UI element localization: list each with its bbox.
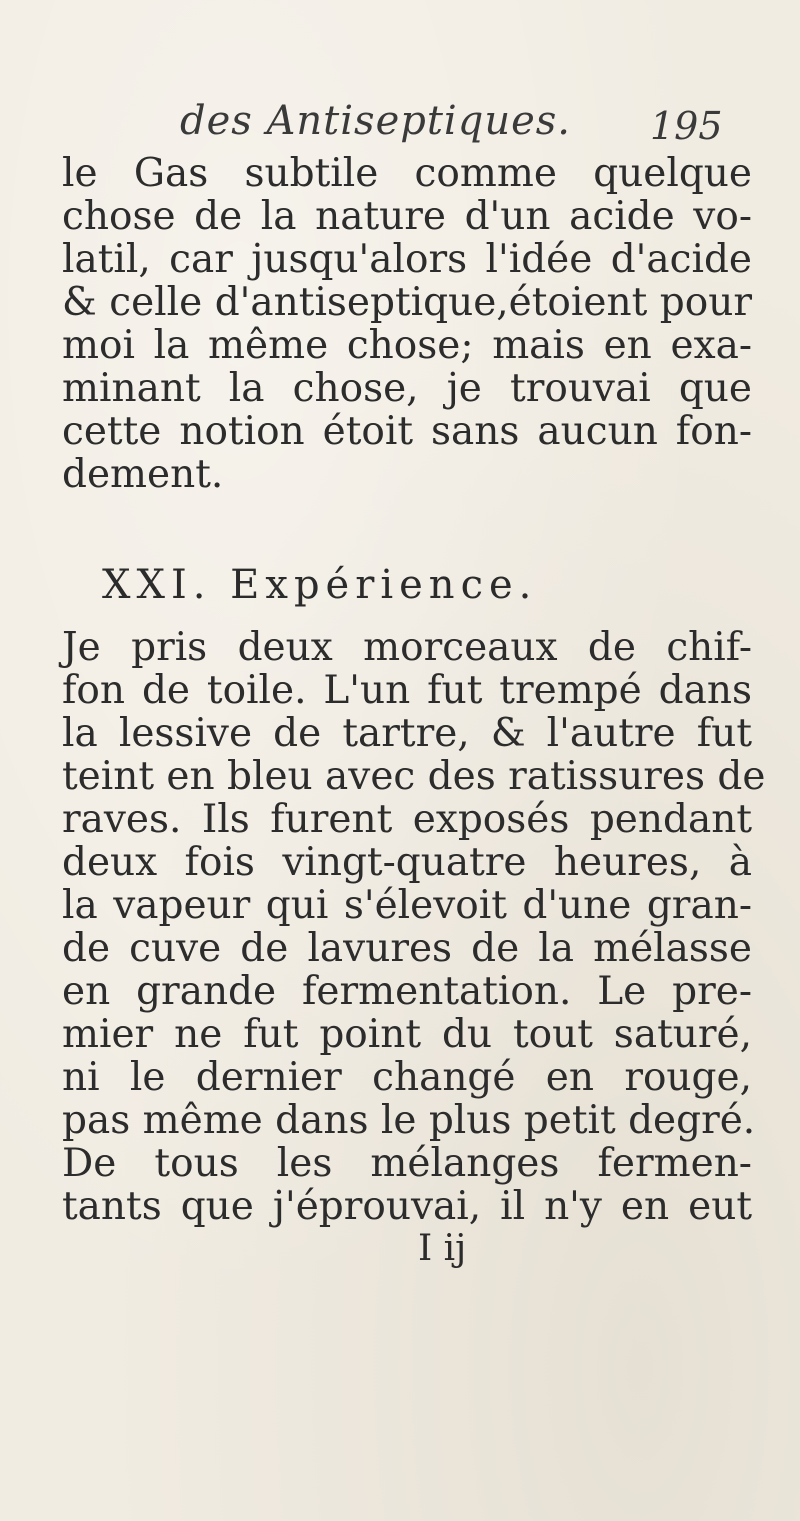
text-line: minant la chose, je trouvai que (62, 366, 752, 411)
text-line: ni le dernier changé en rouge, (62, 1055, 752, 1100)
text-line: la lessive de tartre, & l'autre fut (62, 711, 752, 756)
section-heading: XXI. Expérience. (102, 562, 538, 608)
text-line: cette notion étoit sans aucun fon- (62, 409, 752, 454)
text-line: en grande fermentation. Le pre- (62, 969, 752, 1014)
text-line: dement. (62, 452, 224, 497)
text-line: mier ne fut point du tout saturé, (62, 1012, 752, 1057)
text-line: tants que j'éprouvai, il n'y en eut (62, 1184, 752, 1229)
text-line: Je pris deux morceaux de chif- (62, 625, 752, 670)
text-line: le Gas subtile comme quelque (62, 151, 752, 196)
text-line: deux fois vingt-quatre heures, à (62, 840, 752, 885)
running-title: des Antiseptiques. (180, 98, 571, 144)
page-number: 195 (650, 104, 723, 148)
text-line: latil, car jusqu'alors l'idée d'acide (62, 237, 752, 282)
text-line: la vapeur qui s'élevoit d'une gran- (62, 883, 752, 928)
text-line: teint en bleu avec des ratissures de (62, 754, 766, 799)
text-line: chose de la nature d'un acide vo- (62, 194, 752, 239)
text-line: pas même dans le plus petit degré. (62, 1098, 756, 1143)
text-line: raves. Ils furent exposés pendant (62, 797, 752, 842)
text-line: fon de toile. L'un fut trempé dans (62, 668, 752, 713)
text-line: moi la même chose; mais en exa- (62, 323, 752, 368)
text-line: & celle d'antiseptique,étoient pour (62, 280, 752, 325)
text-line: de cuve de lavures de la mélasse (62, 926, 752, 971)
paragraph-1 (62, 152, 752, 496)
text-line: De tous les mélanges fermen- (62, 1141, 752, 1186)
signature-mark: I ij (418, 1228, 467, 1269)
paragraph-2 (62, 625, 766, 1229)
